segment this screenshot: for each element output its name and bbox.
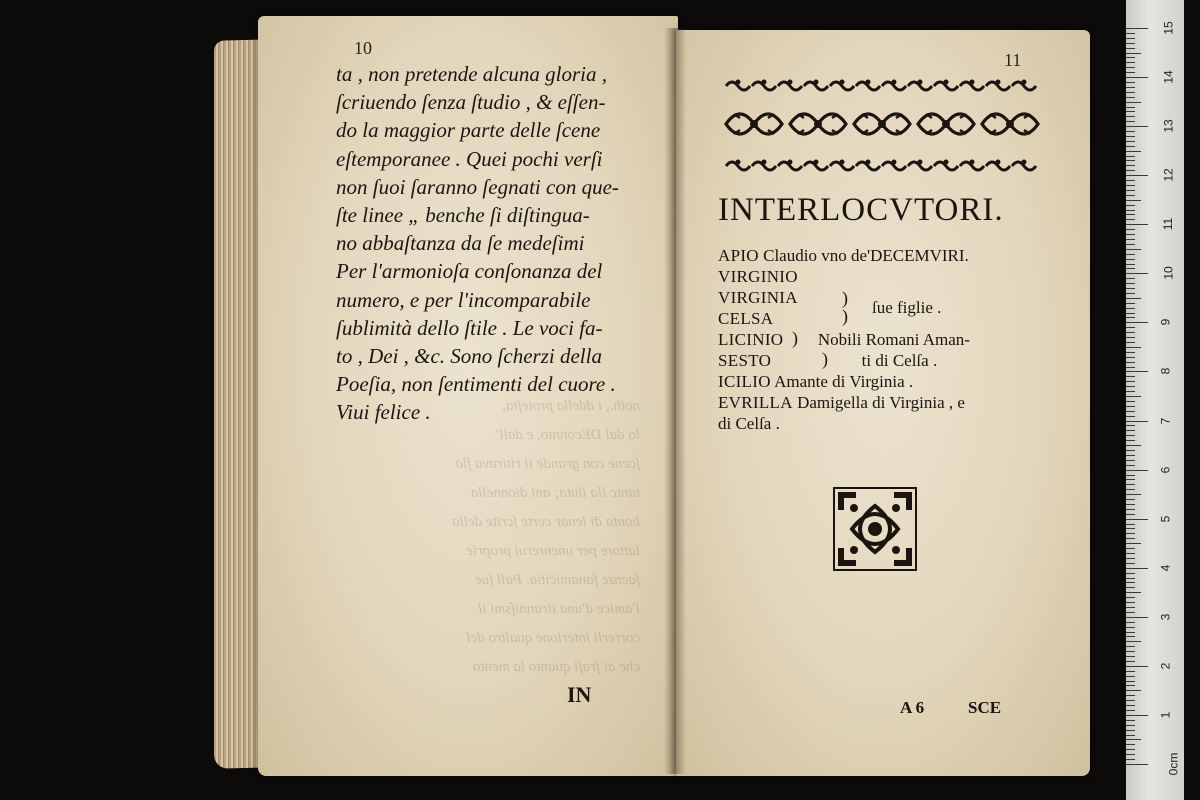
right-catchword: SCE: [968, 698, 1002, 717]
ruler-tick: [1126, 543, 1141, 544]
ruler-tick: [1126, 617, 1148, 618]
ruler-tick: [1126, 710, 1135, 711]
ruler-tick: [1126, 470, 1148, 471]
ruler-tick: [1126, 97, 1135, 98]
ruler-label: 12: [1161, 168, 1176, 182]
ruler-tick: [1126, 82, 1135, 83]
ruler-tick: [1126, 72, 1135, 73]
text-line: numero, e per l'incomparabile: [336, 287, 591, 312]
text-line: do la maggior parte delle ſcene: [336, 118, 601, 143]
ruler-tick: [1126, 563, 1135, 564]
ruler-tick: [1126, 160, 1135, 161]
ruler-tick: [1126, 504, 1135, 505]
ruler-tick: [1126, 759, 1135, 760]
ruler-tick: [1126, 754, 1135, 755]
cast-desc: ti di Celſa .: [861, 351, 938, 370]
ruler-tick: [1126, 671, 1135, 672]
ruler-tick: [1126, 170, 1135, 171]
ruler-tick: [1126, 425, 1135, 426]
cast-entry: [718, 414, 780, 434]
text-line: ta , non pretende alcuna gloria ,: [336, 62, 608, 86]
ruler-tick: [1126, 484, 1135, 485]
ruler-tick: [1126, 465, 1135, 466]
ruler-tick: [1126, 313, 1135, 314]
ruler-tick: [1126, 367, 1135, 368]
ruler-tick: [1126, 53, 1141, 54]
brace: ): [822, 349, 828, 369]
ruler-tick: [1126, 180, 1135, 181]
ruler-tick: [1126, 764, 1148, 765]
ruler-tick: [1126, 259, 1135, 260]
ruler-tick: [1126, 632, 1135, 633]
ruler-tick: [1126, 92, 1135, 93]
ruler-tick: [1126, 195, 1135, 196]
ruler-tick: [1126, 33, 1135, 34]
ruler-tick: [1126, 406, 1135, 407]
ruler-tick: [1126, 612, 1135, 613]
ruler-tick: [1126, 67, 1135, 68]
ruler-tick: [1126, 141, 1135, 142]
ruler-tick: [1126, 641, 1141, 642]
ruler-label: 15: [1161, 21, 1176, 35]
ruler-tick: [1126, 548, 1135, 549]
text-line: ſte linee „ benche ſi diſtingua-: [336, 203, 590, 228]
ruler-tick: [1126, 337, 1135, 338]
ruler-tick: [1126, 396, 1141, 397]
ruler-label: 8: [1158, 368, 1173, 375]
ruler-label: 5: [1158, 515, 1173, 522]
text-line: Per l'armonioſa conſonanza del: [336, 259, 603, 284]
fleuron-ornament: [832, 486, 918, 572]
text-line: to , Dei , &c. Sono ſcherzi della: [336, 344, 602, 369]
ruler-tick: [1126, 185, 1135, 186]
ruler-tick: [1126, 87, 1135, 88]
ruler-tick: [1126, 416, 1135, 417]
ruler-tick: [1126, 646, 1135, 647]
ruler-tick: [1126, 283, 1135, 284]
ruler-tick: [1126, 239, 1135, 240]
ruler-tick: [1126, 528, 1135, 529]
ruler-tick: [1126, 411, 1135, 412]
brace-note: ſue figlie .: [872, 298, 942, 317]
cast-entry: [718, 246, 969, 266]
ruler-tick: [1126, 254, 1135, 255]
ruler-tick: [1126, 735, 1135, 736]
cast-name: SESTO: [718, 351, 772, 370]
ruler-tick: [1126, 538, 1135, 539]
cast-desc: Nobili Romani Aman-: [817, 330, 970, 349]
ruler-tick: [1126, 273, 1148, 274]
ruler-tick: [1126, 362, 1135, 363]
ruler-tick: [1126, 210, 1135, 211]
brace: ): [842, 288, 848, 308]
ruler-tick: [1126, 234, 1135, 235]
cast-name: LICINIO: [718, 330, 784, 349]
ruler-tick: [1126, 499, 1135, 500]
ruler-tick: [1126, 288, 1135, 289]
ruler-tick: [1126, 578, 1135, 579]
ruler-tick: [1126, 666, 1148, 667]
ruler-tick: [1126, 602, 1135, 603]
text-line: eſtemporanee . Quei pochi verſi: [336, 146, 603, 171]
ruler-tick: [1126, 381, 1135, 382]
ruler-tick: [1126, 597, 1135, 598]
ruler-tick: [1126, 622, 1135, 623]
ruler-tick: [1126, 430, 1135, 431]
ruler-tick: [1126, 401, 1135, 402]
ruler-tick: [1126, 533, 1135, 534]
ruler-tick: [1126, 475, 1135, 476]
cast-name: VIRGINIA: [718, 288, 798, 307]
ruler-tick: [1126, 156, 1135, 157]
ruler-tick: [1126, 573, 1135, 574]
cast-name: EVRILLA: [718, 393, 793, 412]
signature-mark: A 6: [900, 698, 925, 717]
ruler-tick: [1126, 720, 1135, 721]
ruler-tick: [1126, 175, 1148, 176]
ruler-tick: [1126, 57, 1135, 58]
ruler-tick: [1126, 376, 1135, 377]
ruler-tick: [1126, 494, 1141, 495]
ruler-tick: [1126, 244, 1135, 245]
ruler-tick: [1126, 587, 1135, 588]
ruler-tick: [1126, 332, 1135, 333]
ruler-tick: [1126, 681, 1135, 682]
ruler-tick: [1126, 205, 1135, 206]
ruler-tick: [1126, 651, 1135, 652]
text-line: ſublimità dello ſtile . Le voci fa-: [336, 315, 603, 340]
ruler-label: 3: [1158, 613, 1173, 621]
ornamental-headpiece: [722, 74, 1044, 178]
text-line: no abbaſtanza da ſe medeſimi: [336, 231, 585, 256]
ruler-tick: [1126, 656, 1135, 657]
cast-desc: Claudio vno de'DECEMVIRI.: [763, 246, 969, 265]
ruler-label: 9: [1158, 319, 1173, 326]
ruler-tick: [1126, 421, 1148, 422]
ruler-tick: [1126, 151, 1141, 152]
ruler-tick: [1126, 690, 1141, 691]
ruler-tick: [1126, 219, 1135, 220]
text-line: Viui felice .: [336, 400, 431, 425]
brace: ): [842, 306, 848, 326]
text-line: non ſuoi ſaranno ſegnati con que-: [336, 174, 619, 199]
ruler-tick: [1126, 62, 1135, 63]
ruler-tick: [1126, 514, 1135, 515]
text-line: Poeſia, non ſentimenti del cuore .: [336, 372, 616, 397]
right-page-number: 11: [1004, 50, 1022, 70]
cast-entry: [718, 330, 970, 350]
ruler-tick: [1126, 293, 1135, 294]
ruler-tick: [1126, 558, 1135, 559]
ruler-tick: [1126, 479, 1135, 480]
ruler-tick: [1126, 298, 1141, 299]
ruler-tick: [1126, 116, 1135, 117]
ruler-label: 14: [1161, 70, 1176, 84]
ruler-tick: [1126, 327, 1135, 328]
cast-entry: [718, 267, 798, 287]
ruler-tick: [1126, 636, 1135, 637]
ruler-tick: [1126, 695, 1135, 696]
ruler-tick: [1126, 214, 1135, 215]
cast-entry: [718, 372, 913, 392]
ruler-tick: [1126, 352, 1135, 353]
ruler-tick: [1126, 317, 1135, 318]
ruler-tick: [1126, 268, 1135, 269]
ruler-tick: [1126, 77, 1148, 78]
ruler-tick: [1126, 111, 1135, 112]
cast-desc: Amante di Virginia .: [774, 372, 914, 391]
ruler-label: 6: [1158, 466, 1173, 473]
ruler-tick: [1126, 322, 1148, 323]
ruler-tick: [1126, 48, 1135, 49]
ruler-tick: [1126, 371, 1148, 372]
left-catchword: IN: [567, 682, 592, 707]
ruler-tick: [1126, 264, 1135, 265]
ruler-tick: [1126, 303, 1135, 304]
ruler-tick: [1126, 676, 1135, 677]
preface-text: [336, 60, 656, 427]
show-through-text: noth., i ddella proteſta, lo dal DEconnto, e dall' ſcene con grande il ritirava fla tantc lla liuta; ani dionnella bonta di lenar certe ſcrite della lattore per unenrerui proprie faenze fanamicitia. Pall ſue l'amice d'una tiranniſsmi il correrli interione qualtro del che ai fraſi quanto la mento: [452, 398, 640, 675]
ruler-tick: [1126, 744, 1135, 745]
ruler-tick: [1126, 386, 1135, 387]
ruler-tick: [1126, 190, 1135, 191]
ruler-tick: [1126, 165, 1135, 166]
ruler-tick: [1126, 278, 1135, 279]
ruler-tick: [1126, 582, 1135, 583]
ruler-tick: [1126, 146, 1135, 147]
ruler-tick: [1126, 705, 1135, 706]
ruler-label: 11: [1161, 218, 1176, 231]
ruler-tick: [1126, 136, 1135, 137]
ruler-tick: [1126, 445, 1141, 446]
ruler-tick: [1126, 28, 1148, 29]
ruler-tick: [1126, 342, 1135, 343]
ruler-tick: [1126, 102, 1141, 103]
text-line: ſcriuendo ſenza ſtudio , & eſſen-: [336, 90, 606, 115]
ruler-tick: [1126, 357, 1135, 358]
ruler-tick: [1126, 347, 1141, 348]
ruler-tick: [1126, 131, 1135, 132]
ruler-tick: [1126, 391, 1135, 392]
ruler-tick: [1126, 627, 1135, 628]
cast-name: ICILIO: [718, 372, 771, 391]
ruler-tick: [1126, 715, 1148, 716]
ruler-tick: [1126, 229, 1135, 230]
ruler-tick: [1126, 43, 1135, 44]
ruler-tick: [1126, 200, 1141, 201]
cast-entry: [718, 393, 965, 413]
ruler-tick: [1126, 460, 1135, 461]
ruler-label: 4: [1158, 564, 1173, 572]
ruler-tick: [1126, 730, 1135, 731]
ruler-tick: [1126, 308, 1135, 309]
ruler-tick: [1126, 107, 1135, 108]
cast-name: VIRGINIO: [718, 267, 798, 286]
ruler-label: 2: [1158, 662, 1173, 670]
left-page-number: 10: [354, 38, 372, 58]
book-gutter: [664, 28, 686, 774]
ruler-tick: [1126, 749, 1135, 750]
ruler-tick: [1126, 725, 1135, 726]
ruler-tick: [1126, 685, 1135, 686]
ruler-tick: [1126, 661, 1135, 662]
ruler-tick: [1126, 450, 1135, 451]
cast-desc: Damigella di Virginia , e: [797, 393, 965, 412]
cast-name: APIO: [718, 246, 759, 265]
ruler-tick: [1126, 489, 1135, 490]
ruler-tick: [1126, 38, 1135, 39]
brace: ): [792, 328, 798, 348]
ruler-label: 1: [1158, 711, 1173, 719]
ruler-tick: [1126, 435, 1135, 436]
ruler-label: 0cm: [1166, 752, 1181, 776]
ruler-label: 13: [1161, 119, 1176, 133]
ruler-tick: [1126, 524, 1135, 525]
ruler-tick: [1126, 519, 1148, 520]
ruler-tick: [1126, 607, 1135, 608]
ruler-tick: [1126, 568, 1148, 569]
cast-name: CELSA: [718, 309, 774, 328]
ruler-tick: [1126, 509, 1135, 510]
measuring-ruler: [1126, 0, 1184, 800]
cast-entry: [718, 309, 773, 329]
ruler-tick: [1126, 121, 1135, 122]
ruler-label: 10: [1161, 266, 1176, 281]
ruler-tick: [1126, 700, 1135, 701]
cast-entry: [718, 288, 798, 308]
ruler-tick: [1126, 739, 1141, 740]
ruler-tick: [1126, 440, 1135, 441]
ruler-tick: [1126, 455, 1135, 456]
ruler-tick: [1126, 592, 1141, 593]
cast-desc: di Celſa .: [718, 414, 780, 433]
ruler-label: 7: [1158, 417, 1173, 424]
ruler-tick: [1126, 126, 1148, 127]
ruler-tick: [1126, 249, 1141, 250]
ruler-tick: [1126, 224, 1148, 225]
cast-list-title: INTERLOCVTORI.: [718, 192, 1004, 228]
ruler-tick: [1126, 553, 1135, 554]
